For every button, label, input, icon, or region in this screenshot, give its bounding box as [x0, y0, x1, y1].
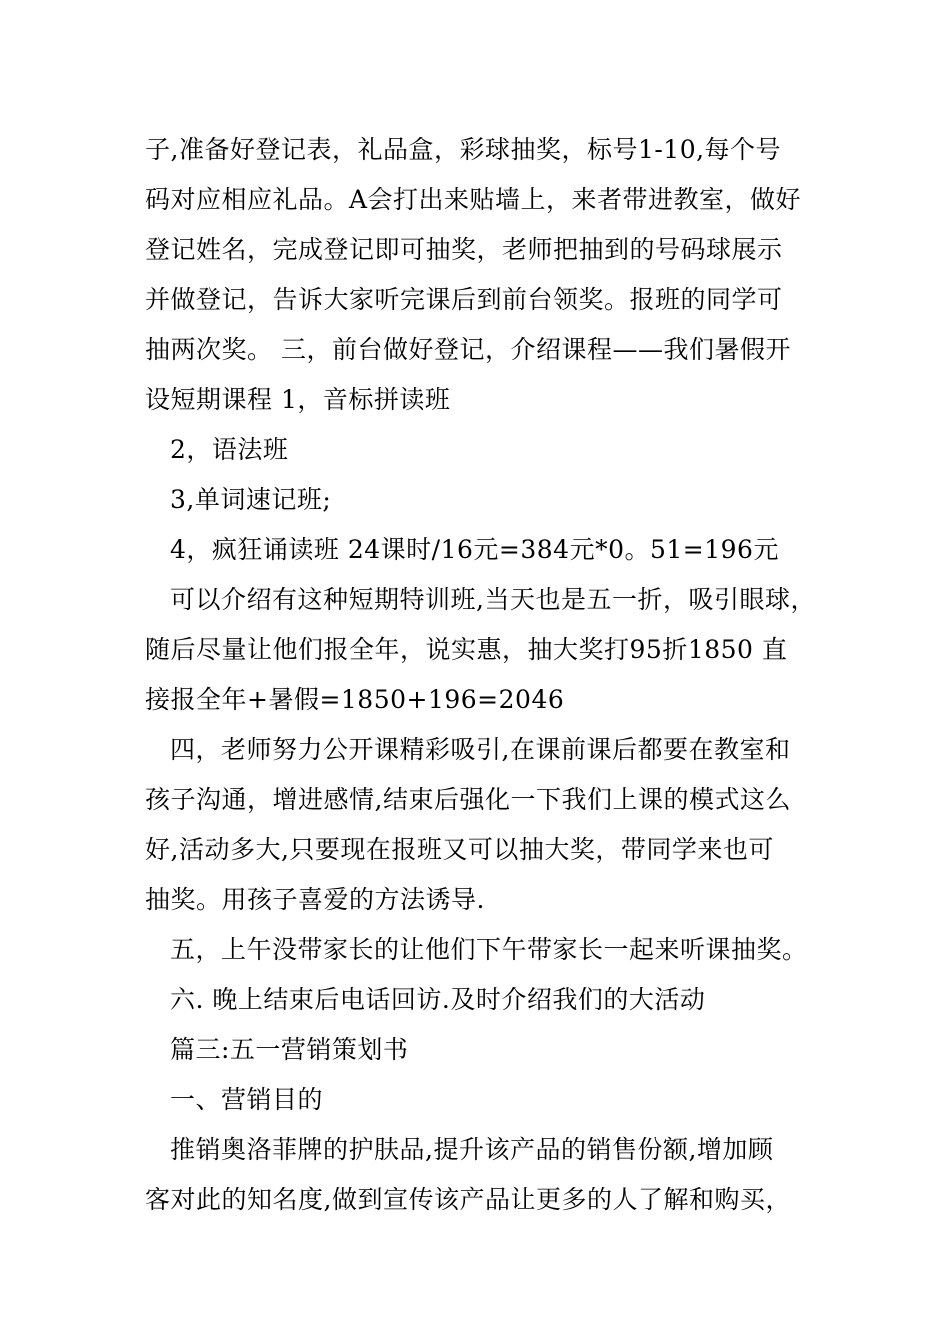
text-line: 码对应相应礼品。A会打出来贴墙上，来者带进教室，做好 — [145, 185, 802, 214]
text-line: 4，疯狂诵读班 24课时/16元=384元*0。51=196元 — [170, 535, 779, 564]
text-line: 子,准备好登记表，礼品盒，彩球抽奖，标号1-10,每个号 — [145, 135, 782, 164]
text-line: 设短期课程 1，音标拼读班 — [145, 385, 451, 414]
text-line: 好,活动多大,只要现在报班又可以抽大奖，带同学来也可 — [145, 835, 774, 864]
text-line: 接报全年+暑假=1850+196=2046 — [145, 685, 565, 714]
text-line: 四，老师努力公开课精彩吸引,在课前课后都要在教室和 — [170, 735, 791, 764]
text-line: 孩子沟通，增进感情,结束后强化一下我们上课的模式这么 — [145, 785, 791, 814]
text-line: 抽两次奖。 三，前台做好登记，介绍课程——我们暑假开 — [145, 335, 791, 364]
text-line: 抽奖。用孩子喜爱的方法诱导. — [145, 885, 485, 914]
text-line: 客对此的知名度,做到宣传该产品让更多的人了解和购买， — [145, 1185, 791, 1214]
text-line: 随后尽量让他们报全年，说实惠，抽大奖打95折1850 直 — [145, 635, 788, 664]
text-line: 登记姓名，完成登记即可抽奖，老师把抽到的号码球展示 — [145, 235, 783, 264]
text-line: 可以介绍有这种短期特训班,当天也是五一折，吸引眼球， — [170, 585, 816, 614]
text-line: 推销奥洛菲牌的护肤品,提升该产品的销售份额,增加顾 — [170, 1135, 774, 1164]
text-line: 2，语法班 — [170, 435, 289, 464]
section-heading: 篇三:五一营销策划书 — [170, 1035, 409, 1064]
text-line: 五，上午没带家长的让他们下午带家长一起来听课抽奖。 — [170, 935, 808, 964]
subsection-heading: 一、营销目的 — [170, 1085, 324, 1114]
text-line: 并做登记，告诉大家听完课后到前台领奖。报班的同学可 — [145, 285, 783, 314]
text-line: 3,单词速记班; — [170, 485, 332, 514]
text-line: 六. 晚上结束后电话回访.及时介绍我们的大活动 — [170, 985, 706, 1014]
